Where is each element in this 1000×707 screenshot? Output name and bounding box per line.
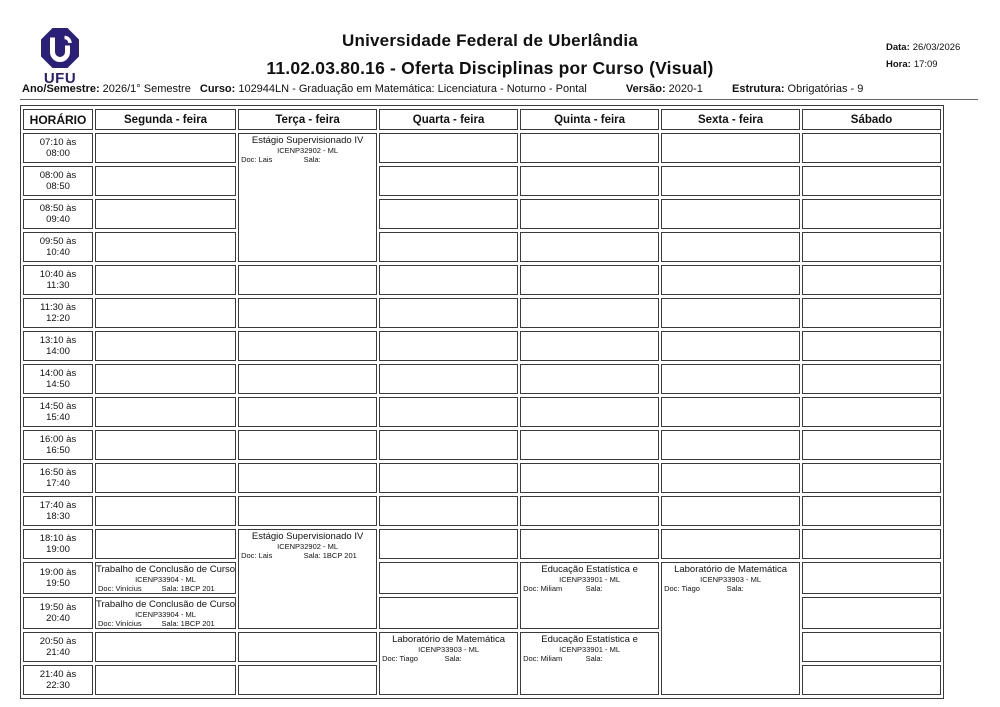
- empty-slot-cell: [95, 632, 236, 662]
- university-title: Universidade Federal de Uberlândia: [342, 31, 638, 50]
- class-sala: Sala:: [726, 584, 744, 593]
- empty-slot-cell: [802, 133, 941, 163]
- info-curso: Curso: 102944LN - Graduação em Matemática: Licenciatura - Noturno - Pontal: [199, 83, 587, 95]
- empty-slot-cell: [802, 430, 941, 460]
- time-slot: 16:00 às 16:50: [23, 430, 93, 460]
- class-entry-cell: [238, 529, 377, 629]
- empty-slot-cell: [379, 232, 518, 262]
- empty-slot-cell: [520, 298, 659, 328]
- time-slot: 08:50 às 09:40: [23, 199, 93, 229]
- time-slot: 10:40 às 11:30: [23, 265, 93, 295]
- class-entry-cell: [520, 632, 659, 695]
- empty-slot-cell: [661, 199, 800, 229]
- time-slot: 20:50 às 21:40: [23, 632, 93, 662]
- time-slot: 16:50 às 17:40: [23, 463, 93, 493]
- empty-slot-cell: [95, 199, 236, 229]
- empty-slot-cell: [661, 364, 800, 394]
- class-sala: Sala: 1BCP 201: [303, 551, 357, 560]
- empty-slot-cell: [379, 430, 518, 460]
- class-code: ICENP33903 - ML: [700, 575, 762, 584]
- class-code: ICENP33904 - ML: [135, 575, 196, 584]
- empty-slot-cell: [520, 397, 659, 427]
- empty-slot-cell: [238, 430, 377, 460]
- class-entry-cell: [520, 562, 659, 629]
- time-slot: 14:50 às 15:40: [23, 397, 93, 427]
- class-docente: Doc: Tiago: [382, 654, 418, 663]
- empty-slot-cell: [238, 364, 377, 394]
- class-sala: Sala:: [303, 155, 321, 164]
- time-slot: 11:30 às 12:20: [23, 298, 93, 328]
- class-entry-cell: [661, 562, 800, 695]
- empty-slot-cell: [95, 496, 236, 526]
- empty-slot-cell: [95, 298, 236, 328]
- class-sala: Sala:: [585, 654, 603, 663]
- empty-slot-cell: [520, 232, 659, 262]
- empty-slot-cell: [802, 331, 941, 361]
- empty-slot-cell: [95, 331, 236, 361]
- class-title: Estágio Supervisionado IV: [251, 135, 364, 146]
- class-entry-cell: [95, 597, 236, 629]
- ufu-acronym: UFU: [43, 70, 77, 87]
- empty-slot-cell: [661, 463, 800, 493]
- info-estrutura: Estrutura: Obrigatórias - 9: [731, 83, 864, 95]
- class-title: Laboratório de Matemática: [392, 634, 506, 645]
- empty-slot-cell: [520, 529, 659, 559]
- report-date: Data: 26/03/2026: [886, 42, 961, 53]
- info-versao: Versão: 2020-1: [625, 83, 703, 95]
- empty-slot-cell: [520, 133, 659, 163]
- empty-slot-cell: [95, 463, 236, 493]
- class-sala: Sala: 1BCP 201: [161, 619, 215, 628]
- empty-slot-cell: [95, 364, 236, 394]
- empty-slot-cell: [802, 597, 941, 629]
- time-slot: 07:10 às 08:00: [23, 133, 93, 163]
- class-code: ICENP33904 - ML: [135, 610, 196, 619]
- class-title: Educação Estatística e: [541, 564, 638, 575]
- empty-slot-cell: [802, 665, 941, 695]
- empty-slot-cell: [95, 133, 236, 163]
- empty-slot-cell: [379, 597, 518, 629]
- empty-slot-cell: [238, 331, 377, 361]
- empty-slot-cell: [379, 265, 518, 295]
- class-docente: Doc: Lais: [241, 155, 273, 164]
- time-slot: 09:50 às 10:40: [23, 232, 93, 262]
- empty-slot-cell: [802, 562, 941, 594]
- empty-slot-cell: [520, 463, 659, 493]
- report-hour: Hora: 17:09: [886, 59, 938, 70]
- empty-slot-cell: [520, 496, 659, 526]
- class-docente: Doc: Vinícius: [98, 584, 142, 593]
- empty-slot-cell: [520, 199, 659, 229]
- class-sala: Sala:: [444, 654, 462, 663]
- empty-slot-cell: [238, 496, 377, 526]
- empty-slot-cell: [661, 496, 800, 526]
- empty-slot-cell: [661, 166, 800, 196]
- class-code: ICENP33901 - ML: [559, 575, 621, 584]
- class-docente: Doc: Vinícius: [98, 619, 142, 628]
- class-code: ICENP32902 - ML: [277, 146, 339, 155]
- empty-slot-cell: [802, 298, 941, 328]
- time-slot: 08:00 às 08:50: [23, 166, 93, 196]
- ufu-emblem-icon: [40, 27, 80, 69]
- time-slot: 14:00 às 14:50: [23, 364, 93, 394]
- report-info-bar: [22, 83, 869, 95]
- class-entry-cell: [379, 632, 518, 695]
- class-docente: Doc: Miliam: [523, 584, 563, 593]
- empty-slot-cell: [802, 496, 941, 526]
- class-code: ICENP33901 - ML: [559, 645, 621, 654]
- class-entry-cell: [95, 562, 236, 594]
- empty-slot-cell: [379, 529, 518, 559]
- ufu-logo-block: [37, 27, 83, 87]
- empty-slot-cell: [379, 562, 518, 594]
- empty-slot-cell: [802, 397, 941, 427]
- empty-slot-cell: [238, 265, 377, 295]
- empty-slot-cell: [661, 265, 800, 295]
- empty-slot-cell: [379, 166, 518, 196]
- day-column-header: Segunda - feira: [95, 109, 236, 130]
- report-datetime: [886, 39, 960, 73]
- empty-slot-cell: [661, 133, 800, 163]
- report-title: 11.02.03.80.16 - Oferta Disciplinas por Curso (Visual): [266, 58, 714, 78]
- empty-slot-cell: [379, 496, 518, 526]
- empty-slot-cell: [520, 331, 659, 361]
- empty-slot-cell: [238, 298, 377, 328]
- day-column-header: Sábado: [802, 109, 941, 130]
- empty-slot-cell: [379, 298, 518, 328]
- empty-slot-cell: [238, 632, 377, 662]
- empty-slot-cell: [379, 397, 518, 427]
- time-slot: 18:10 às 19:00: [23, 529, 93, 559]
- day-column-header: Quinta - feira: [520, 109, 659, 130]
- empty-slot-cell: [802, 265, 941, 295]
- empty-slot-cell: [520, 166, 659, 196]
- empty-slot-cell: [802, 463, 941, 493]
- class-title: Laboratório de Matemática: [674, 564, 788, 575]
- empty-slot-cell: [802, 199, 941, 229]
- empty-slot-cell: [661, 430, 800, 460]
- horario-column-header: HORÁRIO: [23, 109, 93, 130]
- empty-slot-cell: [661, 397, 800, 427]
- class-sala: Sala: 1BCP 201: [161, 584, 215, 593]
- class-docente: Doc: Tiago: [664, 584, 700, 593]
- empty-slot-cell: [802, 529, 941, 559]
- empty-slot-cell: [520, 430, 659, 460]
- time-slot: 17:40 às 18:30: [23, 496, 93, 526]
- empty-slot-cell: [661, 529, 800, 559]
- day-column-header: Terça - feira: [238, 109, 377, 130]
- empty-slot-cell: [379, 463, 518, 493]
- empty-slot-cell: [661, 331, 800, 361]
- empty-slot-cell: [238, 665, 377, 695]
- class-docente: Doc: Lais: [241, 551, 273, 560]
- class-title: Educação Estatística e: [541, 634, 638, 645]
- day-column-header: Sexta - feira: [661, 109, 800, 130]
- empty-slot-cell: [95, 265, 236, 295]
- empty-slot-cell: [802, 166, 941, 196]
- day-column-header: Quarta - feira: [379, 109, 518, 130]
- time-slot: 19:00 às 19:50: [23, 562, 93, 594]
- class-code: ICENP33903 - ML: [418, 645, 480, 654]
- empty-slot-cell: [95, 397, 236, 427]
- class-title: Trabalho de Conclusão de Curso: [96, 599, 236, 610]
- empty-slot-cell: [379, 133, 518, 163]
- time-slot: 21:40 às 22:30: [23, 665, 93, 695]
- empty-slot-cell: [520, 364, 659, 394]
- empty-slot-cell: [379, 199, 518, 229]
- empty-slot-cell: [95, 665, 236, 695]
- class-entry-cell: [238, 133, 377, 262]
- empty-slot-cell: [379, 331, 518, 361]
- time-slot: 13:10 às 14:00: [23, 331, 93, 361]
- empty-slot-cell: [95, 232, 236, 262]
- class-title: Trabalho de Conclusão de Curso: [96, 564, 236, 575]
- timetable: [20, 105, 944, 699]
- empty-slot-cell: [379, 364, 518, 394]
- info-ano-semestre: Ano/Semestre: 2026/1° Semestre: [22, 83, 191, 95]
- class-sala: Sala:: [585, 584, 603, 593]
- empty-slot-cell: [95, 430, 236, 460]
- empty-slot-cell: [520, 265, 659, 295]
- empty-slot-cell: [661, 232, 800, 262]
- time-slot: 19:50 às 20:40: [23, 597, 93, 629]
- class-code: ICENP32902 - ML: [277, 542, 339, 551]
- empty-slot-cell: [802, 232, 941, 262]
- empty-slot-cell: [95, 529, 236, 559]
- class-title: Estágio Supervisionado IV: [251, 531, 364, 542]
- empty-slot-cell: [802, 364, 941, 394]
- class-docente: Doc: Miliam: [523, 654, 563, 663]
- empty-slot-cell: [661, 298, 800, 328]
- header-divider: [20, 99, 978, 100]
- empty-slot-cell: [802, 632, 941, 662]
- empty-slot-cell: [238, 463, 377, 493]
- empty-slot-cell: [238, 397, 377, 427]
- empty-slot-cell: [95, 166, 236, 196]
